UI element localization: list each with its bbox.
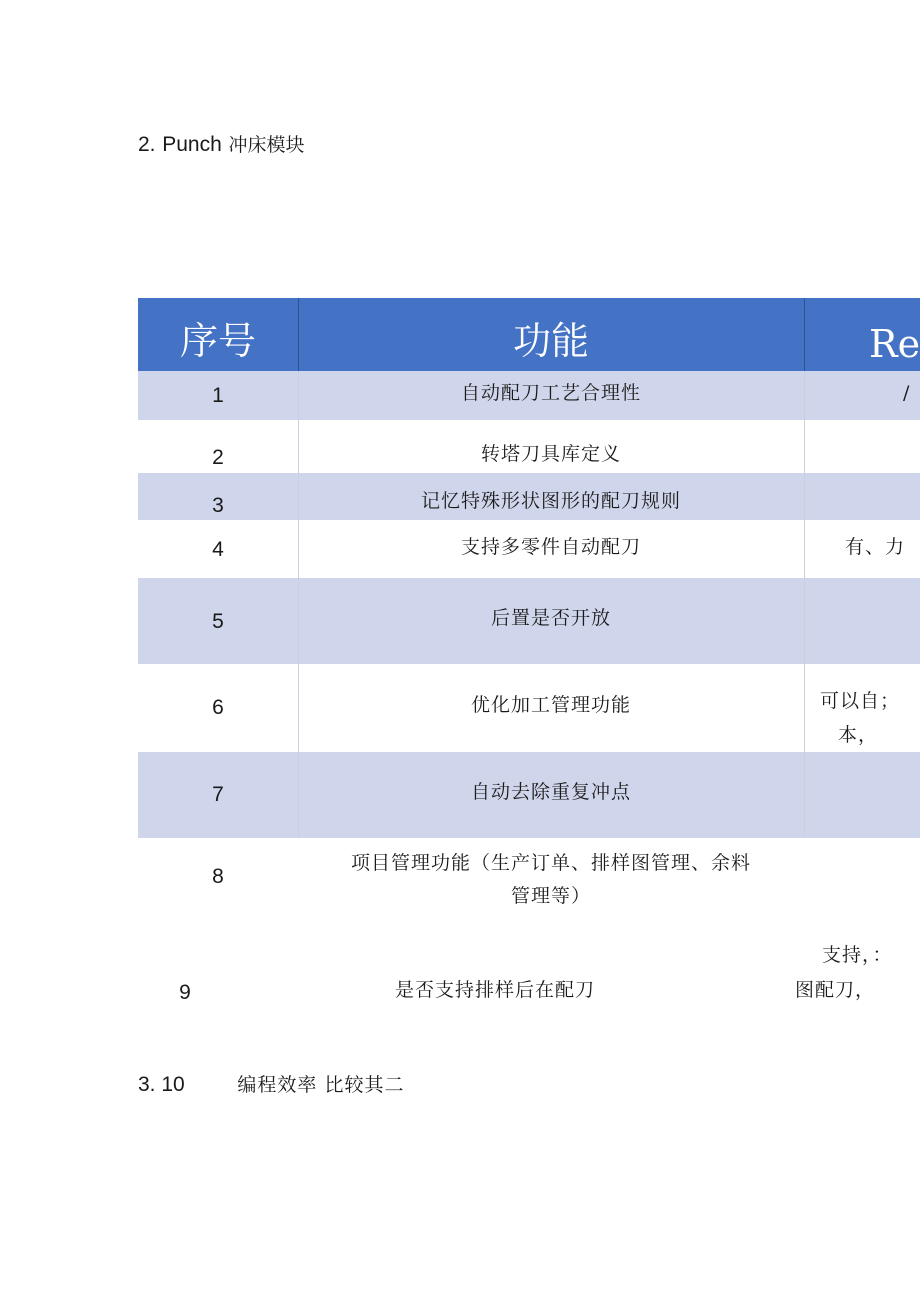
header-divider [804,298,805,371]
table-row-function: 转塔刀具库定义 [480,443,621,465]
table-row-remark: 有、力 [845,536,906,558]
table-row-function: 记忆特殊形状图形的配刀规则 [420,490,681,512]
table-row-seq: 3 [212,494,224,517]
table-row-remark-line2: 图配刀， [795,979,876,1001]
table-row-seq: 8 [212,865,224,888]
table-row-function-line2: 管理等） [510,885,591,907]
section-number: 2. [138,133,156,156]
table-row-remark-line2: 本， [838,724,879,746]
table-row-remark-line1: 可以自； [820,690,901,712]
next-section-title: 编程效率 比较其二 [237,1074,405,1096]
table-row-remark-line1: 支持，： [822,944,893,966]
table-row-function: 是否支持排样后在配刀 [394,979,595,1001]
table-row-seq: 6 [212,696,224,719]
next-section-number: 3. 10 [138,1073,185,1096]
table-row-function: 自动配刀工艺合理性 [460,382,641,404]
table-row-remark: / [903,382,911,404]
table-row-seq: 7 [212,783,224,806]
section-heading [138,130,304,157]
table-row-seq: 2 [212,446,224,469]
table-row-seq: 9 [179,981,191,1004]
next-section-heading [138,1070,404,1097]
section-title-chinese: 冲床模块 [228,134,305,156]
table-row-function: 支持多零件自动配刀 [460,536,641,558]
section-title-latin: Punch [162,133,222,156]
table-row-function-line1: 项目管理功能（生产订单、排样图管理、余料 [350,852,751,874]
table-row-function: 自动去除重复冲点 [470,781,631,803]
column-divider [804,371,805,838]
table-row-seq: 4 [212,538,224,561]
header-function: 功能 [512,319,589,363]
table-row-function: 后置是否开放 [490,607,611,629]
table-row-seq: 5 [212,610,224,633]
table-row-seq: 1 [212,384,224,407]
header-seq: 序号 [179,319,256,363]
table-row-function: 优化加工管理功能 [470,694,631,716]
header-remark: Re [869,322,920,366]
